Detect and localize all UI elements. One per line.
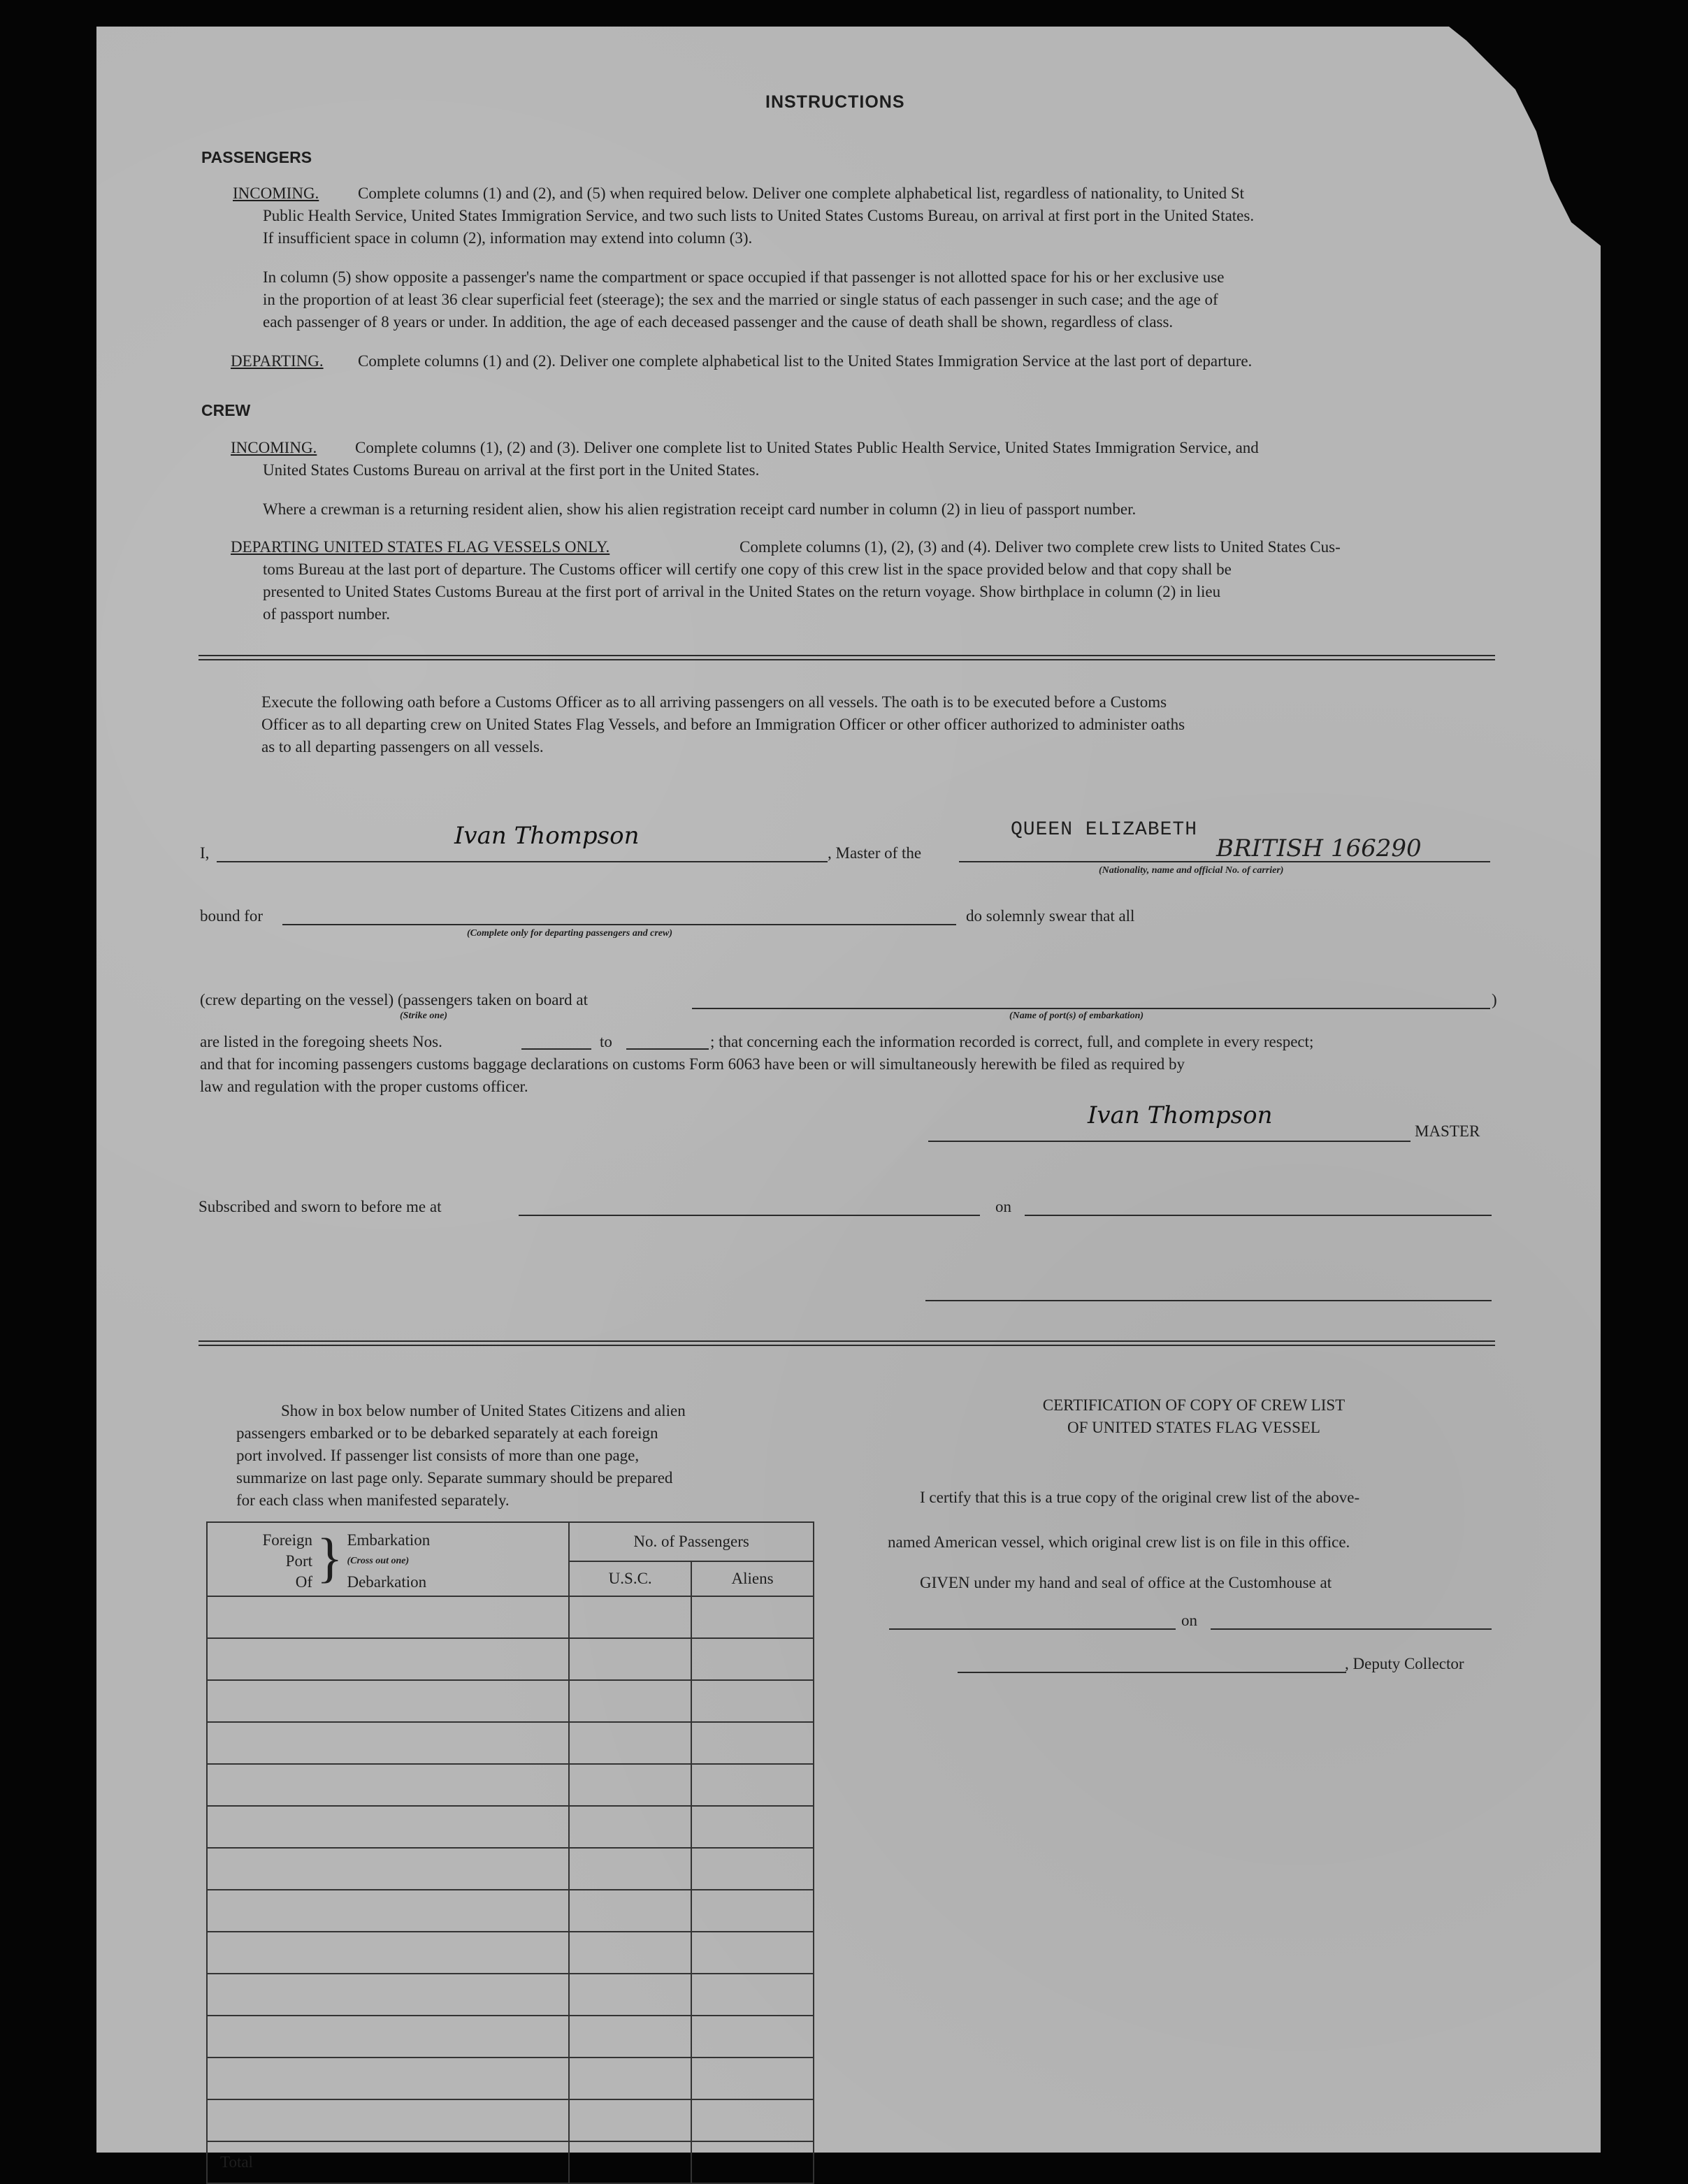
table-row — [207, 2058, 814, 2099]
to-label: to — [600, 1033, 612, 1050]
certification-title-1: CERTIFICATION OF COPY OF CREW LIST — [1042, 1396, 1346, 1414]
bound-for-label: bound for — [200, 907, 264, 925]
deputy-collector-label: , Deputy Collector — [1345, 1655, 1464, 1672]
table-row — [207, 1806, 814, 1848]
oath-intro-line-3: as to all departing passengers on all vessels. — [261, 738, 544, 755]
crew-incoming-line-2: United States Customs Bureau on arrival at the first port in the United States. — [263, 461, 760, 479]
summary-intro-line-4: summarize on last page only. Separate summary should be prepared — [236, 1469, 673, 1487]
summary-intro-line-2: passengers embarked or to be debarked separately at each foreign — [236, 1424, 658, 1442]
port-header — [207, 1522, 569, 1596]
certification-given-line: GIVEN under my hand and seal of office at the Customhouse at — [920, 1574, 1332, 1591]
aliens-header: Aliens — [691, 1561, 814, 1596]
column5-line-1: In column (5) show opposite a passenger's name the compartment or space occupied if that passenger is not allotted space for his or her exclusive use — [263, 268, 1225, 286]
column5-line-3: each passenger of 8 years or under. In addition, the age of each deceased passenger and the cause of death shall be shown, regardless of class. — [263, 313, 1174, 331]
table-row — [207, 2099, 814, 2141]
header-embarkation: Embarkation — [347, 1531, 431, 1549]
header-of: Of — [295, 1573, 312, 1591]
table-row — [207, 1722, 814, 1764]
certification-text-2: named American vessel, which original crew list is on file in this office. — [888, 1533, 1350, 1551]
certification-title-2: OF UNITED STATES FLAG VESSEL — [1067, 1419, 1320, 1436]
certification-date-line — [1211, 1628, 1492, 1630]
oath-intro-line-2: Officer as to all departing crew on United States Flag Vessels, and before an Immigration Officer or other officer authorized to administer oaths — [261, 716, 1185, 733]
total-label: Total — [207, 2141, 569, 2183]
crew-incoming-label: INCOMING. — [231, 439, 317, 456]
certification-text-1: I certify that this is a true copy of the original crew list of the above- — [920, 1489, 1360, 1506]
master-signature: Ivan Thompson — [454, 822, 640, 850]
sheet-from-line — [521, 1048, 591, 1050]
sworn-date-line — [1025, 1215, 1492, 1216]
table-row — [207, 1848, 814, 1890]
crew-departing-line-1: Complete columns (1), (2), (3) and (4). Deliver two complete crew lists to United States Cus- — [740, 538, 1341, 556]
deputy-collector-line — [958, 1672, 1346, 1673]
nationality-caption: (Nationality, name and official No. of carrier) — [1099, 865, 1284, 876]
oath-intro-line-1: Execute the following oath before a Customs Officer as to all arriving passengers on all vessels. The oath is to be executed before a Customs — [261, 693, 1167, 711]
summary-intro-line-5: for each class when manifested separately. — [236, 1491, 510, 1509]
crew-departing-label: DEPARTING UNITED STATES FLAG VESSELS ONLY. — [231, 538, 610, 556]
column5-line-2: in the proportion of at least 36 clear superficial feet (steerage); the sex and the married or single status of each passenger in such case; and the age of — [263, 291, 1218, 308]
master-signature-line — [928, 1141, 1411, 1142]
sworn-on-label: on — [995, 1198, 1011, 1215]
passengers-incoming-line-3: If insufficient space in column (2), information may extend into column (3). — [263, 229, 753, 247]
vessel-name: QUEEN ELIZABETH — [1011, 819, 1198, 841]
passengers-incoming-line-2: Public Health Service, United States Immigration Service, and two such lists to United States Customs Bureau, on arrival at first port in the United States. — [263, 207, 1255, 224]
header-cross-out: (Cross out one) — [347, 1556, 410, 1566]
no-passengers-header: No. of Passengers — [569, 1522, 814, 1561]
master-signature-2: Ivan Thompson — [1088, 1101, 1273, 1129]
passengers-incoming-line-1: Complete columns (1) and (2), and (5) when required below. Deliver one complete alphabetical list, regardless of nationality, to United St — [358, 185, 1245, 202]
officer-signature-line — [925, 1300, 1492, 1301]
crew-heading: CREW — [201, 401, 251, 419]
instructions-title: INSTRUCTIONS — [765, 92, 905, 112]
table-row — [207, 1932, 814, 1974]
listed-rest: ; that concerning each the information recorded is correct, full, and complete in every respect; — [710, 1033, 1314, 1050]
bound-for-line — [282, 924, 956, 925]
subscribed-label: Subscribed and sworn to before me at — [199, 1198, 442, 1215]
crew-departing-line-2: toms Bureau at the last port of departure. The Customs officer will certify one copy of this crew list in the space provided below and that copy shall be — [263, 561, 1232, 578]
summary-intro-line-1: Show in box below number of United States Citizens and alien — [281, 1402, 686, 1419]
close-paren: ) — [1492, 991, 1497, 1008]
passengers-incoming-label: INCOMING. — [233, 185, 319, 202]
header-debarkation: Debarkation — [347, 1573, 427, 1591]
bound-caption: (Complete only for departing passengers and crew) — [467, 928, 672, 939]
master-label: MASTER — [1415, 1122, 1480, 1140]
table-row — [207, 1974, 814, 2016]
oath-line-3: law and regulation with the proper customs officer. — [200, 1078, 528, 1095]
table-row — [207, 1680, 814, 1722]
strike-caption: (Strike one) — [400, 1011, 448, 1021]
table-row — [207, 1764, 814, 1806]
crew-departing-line-3: presented to United States Customs Bureau at the first port of arrival in the United States on the return voyage. Show birthplace in column (2) in lieu — [263, 583, 1221, 600]
total-row — [207, 2141, 814, 2183]
ports-caption: (Name of port(s) of embarkation) — [1009, 1011, 1144, 1021]
swear-label: do solemnly swear that all — [966, 907, 1135, 925]
passengers-departing-label: DEPARTING. — [231, 352, 324, 370]
section-divider-1 — [199, 655, 1495, 660]
table-row — [207, 1596, 814, 1638]
brace-icon: } — [317, 1527, 343, 1588]
table-row — [207, 1638, 814, 1680]
sworn-place-line — [519, 1215, 980, 1216]
passenger-summary-table — [206, 1521, 814, 2184]
oath-line-2: and that for incoming passengers customs baggage declarations on customs Form 6063 have been or will simultaneously herewith be filed as required by — [200, 1055, 1185, 1073]
crew-incoming-line-1: Complete columns (1), (2) and (3). Deliver one complete list to United States Public Health Service, United States Immigration Service, and — [355, 439, 1259, 456]
section-divider-2 — [199, 1340, 1495, 1346]
vessel-nationality-number: BRITISH 166290 — [1216, 834, 1422, 862]
usc-header: U.S.C. — [569, 1561, 691, 1596]
listed-label: are listed in the foregoing sheets Nos. — [200, 1033, 442, 1050]
passengers-departing-text: Complete columns (1) and (2). Deliver one complete alphabetical list to the United States Immigration Service at the last port of departure. — [358, 352, 1253, 370]
table-row — [207, 1890, 814, 1932]
embarkation-ports-line — [692, 1008, 1490, 1009]
table-row — [207, 2016, 814, 2058]
master-name-line — [217, 861, 828, 862]
master-of-label: , Master of the — [828, 844, 922, 862]
passengers-heading: PASSENGERS — [201, 148, 312, 166]
crew-departing-line-4: of passport number. — [263, 605, 391, 623]
header-foreign: Foreign — [262, 1531, 312, 1549]
customhouse-line — [889, 1628, 1176, 1630]
sheet-to-line — [626, 1048, 709, 1050]
crew-departing-clause: (crew departing on the vessel) (passengers taken on board at — [200, 991, 588, 1008]
header-port: Port — [285, 1552, 312, 1570]
summary-intro-line-3: port involved. If passenger list consists of more than one page, — [236, 1447, 640, 1464]
certification-on-label: on — [1181, 1612, 1197, 1629]
crew-resident-text: Where a crewman is a returning resident alien, show his alien registration receipt card number in column (2) in lieu of passport number. — [263, 500, 1137, 518]
oath-i-label: I, — [200, 844, 210, 862]
